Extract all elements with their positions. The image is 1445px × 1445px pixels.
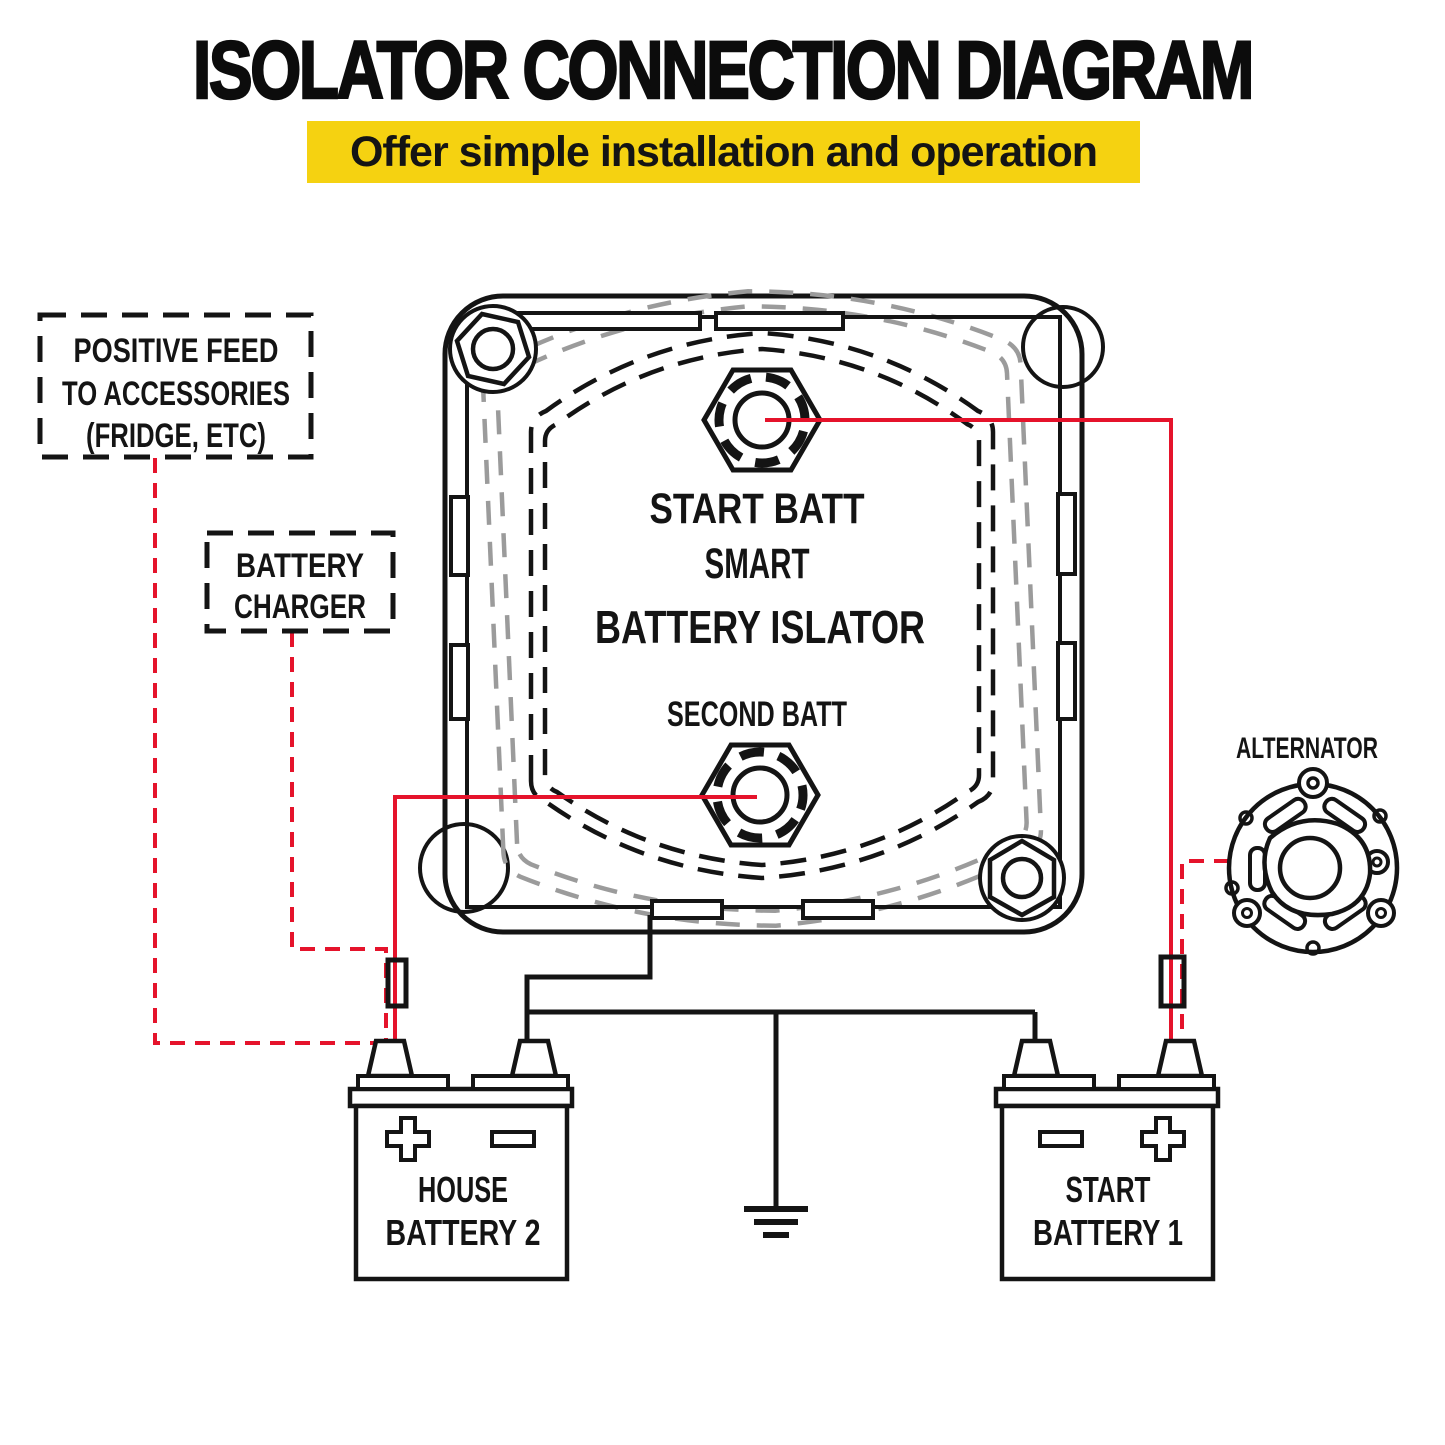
start-battery-label-line2: BATTERY 1 [1033, 1212, 1183, 1253]
alternator-wire [1182, 861, 1229, 1041]
corner-bolt-top-left [450, 306, 536, 392]
corner-bolt-bottom-right [980, 836, 1064, 920]
ground-symbol [744, 1209, 808, 1235]
positive-feed-line1: POSITIVE FEED [73, 332, 279, 370]
alternator-shaft [1280, 838, 1340, 898]
battery-charger-line2: CHARGER [234, 588, 366, 626]
minus-symbol [492, 1132, 534, 1146]
positive-feed-wire [155, 458, 374, 1043]
alternator-label: ALTERNATOR [1236, 732, 1379, 765]
positive-feed-box [40, 315, 311, 457]
start-battery-label-line1: START [1065, 1169, 1151, 1210]
house-battery-pos-terminal [368, 1041, 412, 1076]
house-battery-label-line2: BATTERY 2 [385, 1212, 541, 1253]
positive-feed-line3: (FRIDGE, ETC) [86, 417, 266, 455]
house-battery-label-line1: HOUSE [418, 1169, 508, 1210]
house-battery [350, 1041, 572, 1279]
black-wires [527, 915, 1035, 1209]
isolator-top-terminal-label: START BATT [649, 485, 865, 533]
isolator-bottom-terminal-label: SECOND BATT [667, 695, 847, 734]
house-battery-neg-terminal [512, 1041, 556, 1076]
page-title: ISOLATOR CONNECTION DIAGRAM [193, 25, 1252, 116]
battery-charger-line1: BATTERY [236, 547, 365, 585]
minus-symbol [1040, 1132, 1082, 1146]
start-battery [996, 1041, 1218, 1279]
isolator-unit [420, 280, 1103, 938]
positive-feed-line2: TO ACCESSORIES [62, 375, 290, 413]
start-battery-pos-terminal [1158, 1041, 1202, 1076]
isolator-name-line1: SMART [704, 540, 810, 588]
battery-charger-box [207, 533, 393, 631]
start-battery-neg-terminal [1014, 1041, 1058, 1076]
battery-charger-wire [292, 632, 386, 1041]
isolator-name-line2: BATTERY ISLATOR [595, 601, 925, 653]
subtitle-text: Offer simple installation and operation [349, 127, 1098, 176]
alternator [1226, 732, 1397, 954]
